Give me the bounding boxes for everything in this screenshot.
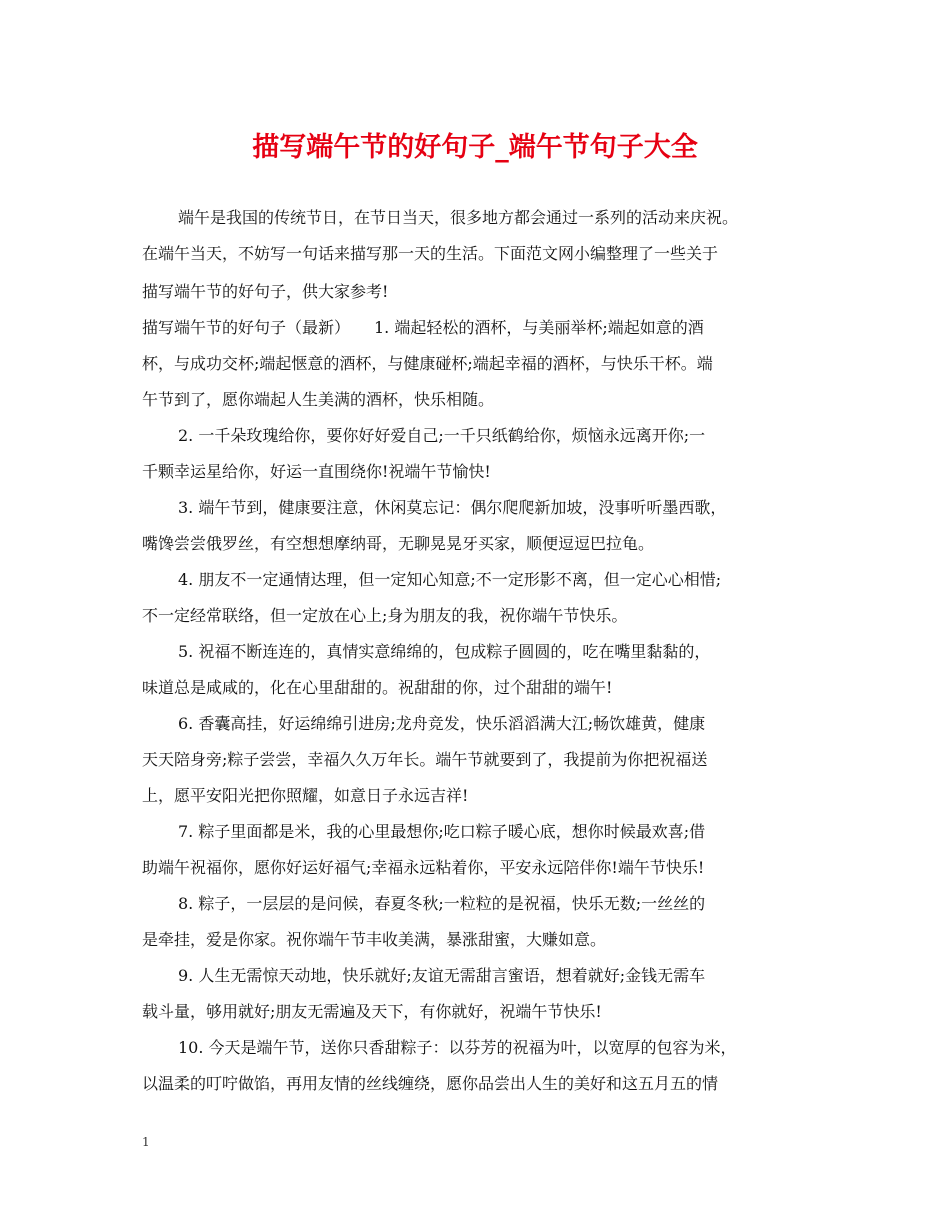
body-line: 端午是我国的传统节日，在节日当天，很多地方都会通过一系列的活动来庆祝。	[178, 208, 739, 227]
body-line: 7. 粽子里面都是米，我的心里最想你;吃口粽子暖心底，想你时候最欢喜;借	[178, 822, 706, 841]
body-line: 5. 祝福不断连连的，真情实意绵绵的，包成粽子圆圆的，吃在嘴里黏黏的，	[178, 642, 711, 661]
body-line: 描写端午节的好句子，供大家参考!	[142, 282, 389, 301]
page-number: 1	[142, 1135, 150, 1149]
body-line: 嘴馋尝尝俄罗丝，有空想想摩纳哥，无聊晃晃牙买家，顺便逗逗巴拉龟。	[142, 534, 655, 553]
body-line: 9. 人生无需惊天动地，快乐就好;友谊无需甜言蜜语，想着就好;金钱无需车	[178, 966, 706, 985]
body-line: 午节到了，愿你端起人生美满的酒杯，快乐相随。	[142, 390, 495, 409]
body-line: 在端午当天，不妨写一句话来描写那一天的生活。下面范文网小编整理了一些关于	[142, 244, 719, 263]
body-line: 上，愿平安阳光把你照耀，如意日子永远吉祥!	[142, 786, 469, 805]
body-line: 8. 粽子，一层层的是问候，春夏冬秋;一粒粒的是祝福，快乐无数;一丝丝的	[178, 894, 706, 913]
body-line: 千颗幸运星给你，好运一直围绕你!祝端午节愉快!	[142, 462, 491, 481]
body-line: 以温柔的叮咛做馅，再用友情的丝线缠绕，愿你品尝出人生的美好和这五月五的情	[142, 1074, 719, 1093]
body-line: 助端午祝福你，愿你好运好福气;幸福永远粘着你，平安永远陪伴你!端午节快乐!	[142, 858, 705, 877]
body-line: 4. 朋友不一定通情达理，但一定知心知意;不一定形影不离，但一定心心相惜;	[178, 570, 722, 589]
body-line: 6. 香囊高挂，好运绵绵引进房;龙舟竞发，快乐滔滔满大江;畅饮雄黄，健康	[178, 714, 706, 733]
body-line: 载斗量，够用就好;朋友无需遍及天下，有你就好，祝端午节快乐!	[142, 1002, 602, 1021]
body-line: 描写端午节的好句子（最新） 1. 端起轻松的酒杯，与美丽举杯;端起如意的酒	[142, 318, 704, 337]
document-title: 描写端午节的好句子_端午节句子大全	[252, 132, 698, 163]
body-line: 不一定经常联络，但一定放在心上;身为朋友的我，祝你端午节快乐。	[142, 606, 628, 625]
body-line: 天天陪身旁;粽子尝尝，幸福久久万年长。端午节就要到了，我提前为你把祝福送	[142, 750, 708, 769]
body-line: 味道总是咸咸的，化在心里甜甜的。祝甜甜的你，过个甜甜的端午!	[142, 678, 613, 697]
body-line: 杯，与成功交杯;端起惬意的酒杯，与健康碰杯;端起幸福的酒杯，与快乐干杯。端	[142, 354, 713, 373]
body-line: 是牵挂，爱是你家。祝你端午节丰收美满，暴涨甜蜜，大赚如意。	[142, 930, 607, 949]
body-line: 10. 今天是端午节，送你只香甜粽子：以芬芳的祝福为叶，以宽厚的包容为米，	[178, 1038, 737, 1057]
body-line: 3. 端午节到，健康要注意，休闲莫忘记：偶尔爬爬新加坡，没事听听墨西歌，	[178, 498, 727, 517]
body-line: 2. 一千朵玫瑰给你，要你好好爱自己;一千只纸鹤给你，烦恼永远离开你;一	[178, 426, 706, 445]
